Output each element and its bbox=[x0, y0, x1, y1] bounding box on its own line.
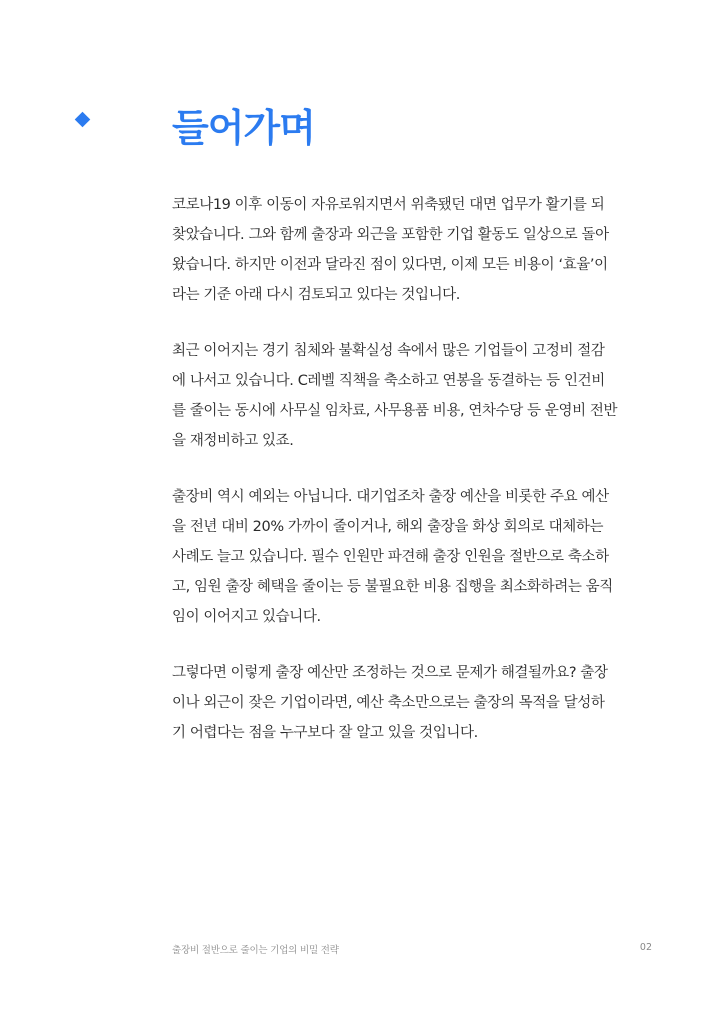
paragraph-line: 라는 기준 아래 다시 검토되고 있다는 것입니다. bbox=[172, 287, 460, 303]
section-title: 들어가며 bbox=[172, 106, 315, 150]
footer-document-title: 출장비 절반으로 줄이는 기업의 비밀 전략 bbox=[172, 945, 339, 956]
paragraph-line: 임이 이어지고 있습니다. bbox=[172, 609, 321, 625]
paragraph-line: 코로나19 이후 이동이 자유로워지면서 위축됐던 대면 업무가 활기를 되 bbox=[172, 197, 605, 213]
paragraph-line: 을 전년 대비 20% 가까이 줄이거나, 해외 출장을 화상 회의로 대체하는 bbox=[172, 519, 604, 535]
paragraph-line: 이나 외근이 잦은 기업이라면, 예산 축소만으로는 출장의 목적을 달성하 bbox=[172, 695, 605, 711]
paragraph-line: 기 어렵다는 점을 누구보다 잘 알고 있을 것입니다. bbox=[172, 725, 478, 741]
paragraph-line: 고, 임원 출장 혜택을 줄이는 등 불필요한 비용 집행을 최소화하려는 움직 bbox=[172, 579, 613, 595]
paragraph-line: 사례도 늘고 있습니다. 필수 인원만 파견해 출장 인원을 절반으로 축소하 bbox=[172, 549, 609, 565]
paragraph-line: 을 재정비하고 있죠. bbox=[172, 433, 294, 449]
page-number: 02 bbox=[639, 942, 652, 953]
diamond-icon bbox=[75, 112, 91, 128]
paragraph-line: 를 줄이는 동시에 사무실 임차료, 사무용품 비용, 연차수당 등 운영비 전반 bbox=[172, 403, 618, 419]
paragraph-line: 에 나서고 있습니다. C레벨 직책을 축소하고 연봉을 동결하는 등 인건비 bbox=[172, 373, 605, 389]
paragraph-3 bbox=[172, 482, 658, 632]
paragraph-line: 찾았습니다. 그와 함께 출장과 외근을 포함한 기업 활동도 일상으로 돌아 bbox=[172, 227, 609, 243]
paragraph-4 bbox=[172, 658, 658, 748]
paragraph-2 bbox=[172, 336, 658, 456]
body-text bbox=[172, 190, 658, 774]
paragraph-line: 출장비 역시 예외는 아닙니다. 대기업조차 출장 예산을 비롯한 주요 예산 bbox=[172, 489, 609, 505]
paragraph-line: 왔습니다. 하지만 이전과 달라진 점이 있다면, 이제 모든 비용이 ‘효율’이 bbox=[172, 257, 608, 273]
paragraph-line: 그렇다면 이렇게 출장 예산만 조정하는 것으로 문제가 해결될까요? 출장 bbox=[172, 665, 608, 681]
paragraph-line: 최근 이어지는 경기 침체와 불확실성 속에서 많은 기업들이 고정비 절감 bbox=[172, 343, 605, 359]
paragraph-1 bbox=[172, 190, 658, 310]
